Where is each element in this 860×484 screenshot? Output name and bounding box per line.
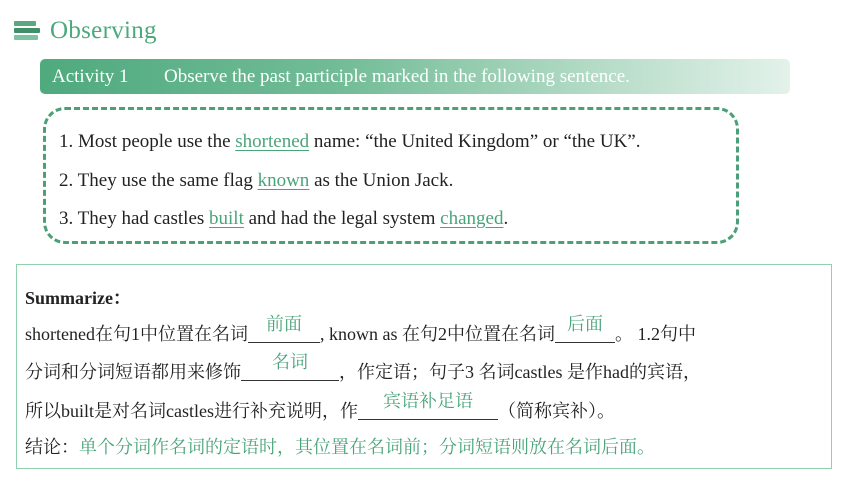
books-icon — [14, 20, 40, 42]
summary-text: 所以built是对名词castles进行补充说明，作 — [25, 401, 358, 421]
activity-bar — [40, 59, 790, 94]
sentence-text: name: “the United Kingdom” or “the UK”. — [309, 131, 641, 152]
summary-text: 。 1.2句中 — [614, 324, 696, 344]
answer-blank — [248, 314, 320, 343]
answer-blank — [555, 314, 615, 343]
participle-highlight: changed — [440, 208, 504, 229]
summary-text: , known as 在句2中位置在名词 — [319, 324, 555, 344]
sentence-text: 1. Most people use the — [59, 131, 236, 152]
sentence-text: and had the legal system — [243, 208, 441, 229]
sentence-1 — [59, 131, 640, 153]
answer-text: 前面 — [265, 314, 302, 335]
section-title: Observing — [50, 17, 157, 44]
conclusion-text: 单个分词作名词的定语时，其位置在名词前；分词短语则放在名词后面。 — [79, 437, 655, 458]
summary-text: shortened在句1中位置在名词 — [25, 324, 248, 344]
participle-highlight: known — [257, 170, 310, 191]
sentence-text: 2. They use the same flag — [59, 170, 258, 191]
summary-heading: Summarize： — [25, 288, 131, 308]
sentence-text: . — [503, 208, 509, 229]
answer-text: 名词 — [272, 352, 308, 373]
answer-text: 后面 — [566, 314, 603, 335]
sentence-3 — [59, 208, 508, 230]
sentence-text: as the Union Jack. — [309, 170, 454, 191]
summary-box — [16, 264, 832, 469]
participle-highlight: built — [209, 208, 244, 229]
conclusion-line — [25, 433, 655, 459]
conclusion-label: 结论： — [25, 437, 79, 457]
summary-text: 分词和分词短语都用来修饰 — [25, 362, 241, 382]
summary-text: （简称宾补）。 — [497, 401, 615, 421]
answer-blank — [241, 352, 339, 381]
sentence-2 — [59, 170, 453, 192]
summary-text: ，作定语；句子3 名词castles 是作had的宾语， — [339, 362, 701, 382]
activity-instruction: Observe the past participle marked in the following sentence. — [164, 65, 630, 87]
summary-line-1 — [25, 314, 696, 346]
summary-line-3 — [25, 391, 615, 423]
activity-label: Activity 1 — [52, 65, 129, 87]
answer-text: 宾语补足语 — [382, 391, 473, 412]
sentence-text: 3. They had castles — [59, 208, 210, 229]
section-header — [14, 16, 157, 46]
summary-line-2 — [25, 352, 701, 384]
answer-blank — [358, 391, 498, 420]
participle-highlight: shortened — [235, 131, 310, 152]
